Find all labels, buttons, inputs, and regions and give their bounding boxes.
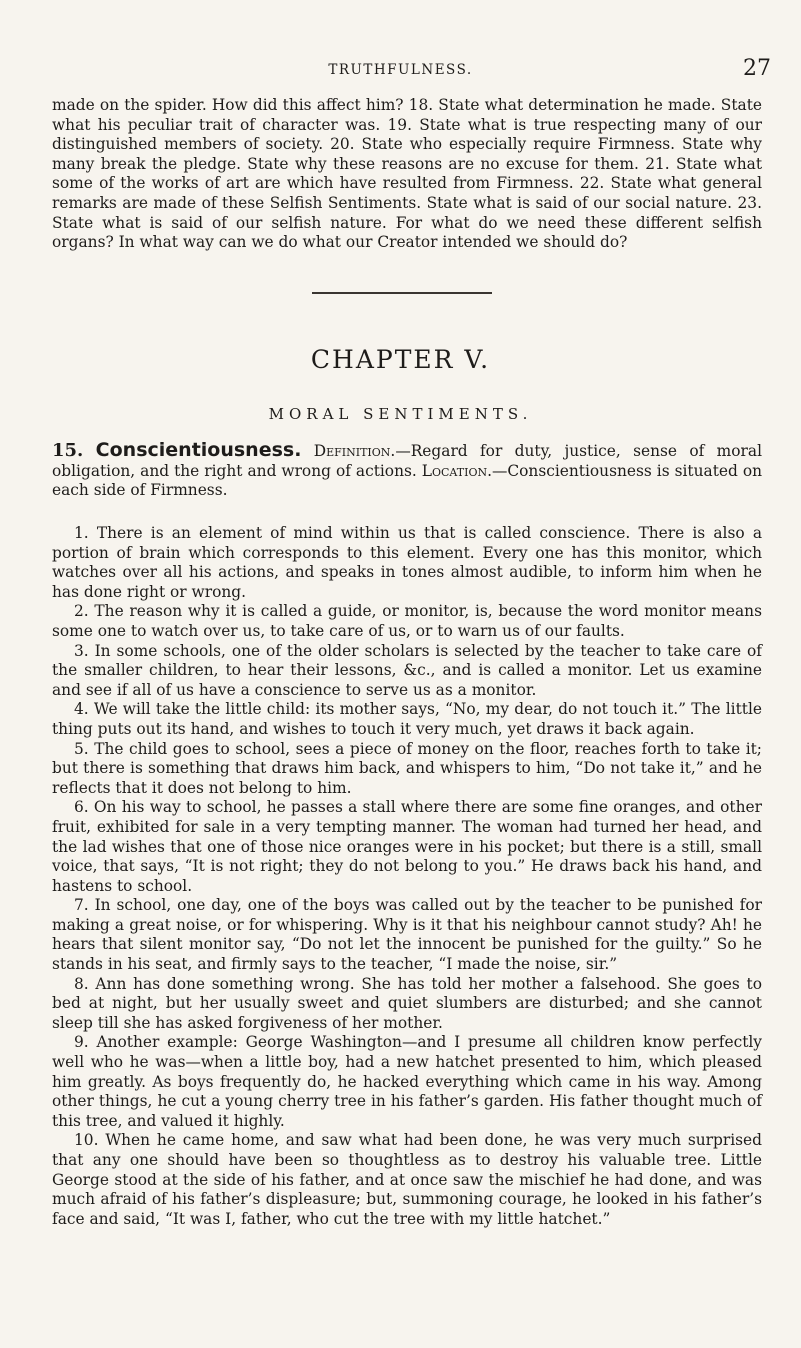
running-head: TRUTHFULNESS.	[328, 62, 473, 78]
intro-paragraph: made on the spider. How did this affect him? 18. State what determination he made. State what his peculiar trait of character was. 19. State what is true respecting many of our distinguished members of society. 20. State who especially require Firmness. State why many break the pledge. State why these reasons are no excuse for them. 21. State what some of the works of art are which have resulted from Firmness. 22. State what general remarks are made of these Selfish Sentiments. State what is said of our social nature. 23. State what is said of our selfish nature. For what do we need these different selfish organs? In what way can we do what our Creator intended we should do?	[52, 96, 762, 252]
paragraph: 8. Ann has done something wrong. She has told her mother a falsehood. She goes to bed at night, but her usually sweet and quiet slumbers are disturbed; and she cannot sleep till she has asked forgiveness of her mother.	[52, 974, 762, 1032]
section-heading: Conscientiousness.	[95, 439, 302, 461]
paragraph: 7. In school, one day, one of the boys was called out by the teacher to be punished for making a great noise, or for whispering. Why is it that his neighbour cannot study? Ah! he hears that silent monitor say, “Do not let the innocent be punished for the guilty.” So he stands in his seat, and firmly says to the teacher, “I made the noise, sir.”	[52, 896, 762, 974]
chapter-subtitle: MORAL SENTIMENTS.	[268, 405, 533, 423]
definition-text: —Regard for duty, justice, sense of moral obligation, and the right and wrong of actions.	[52, 442, 762, 480]
paragraph: 10. When he came home, and saw what had been done, he was very much surprised that any one should have been so thoughtless as to destroy his valuable tree. Little George stood at the side of his father, and at once saw the mischief he had done, and was much afraid of his father’s displeasure; but, summoning courage, he looked in his father’s face and said, “It was I, father, who cut the tree with my little hatchet.”	[52, 1131, 762, 1228]
section-number: 15.	[52, 440, 84, 461]
paragraph: 1. There is an element of mind within us that is called conscience. There is also a portion of brain which corresponds to this element. Every one has this monitor, which watches over all his actions, and speaks in tones almost audible, to inform him when he has done right or wrong.	[52, 524, 762, 601]
location-text: —Conscientiousness is situated on each side of Firmness.	[52, 461, 762, 500]
paragraph: 2. The reason why it is called a guide, or monitor, is, because the word monitor means some one to watch over us, to take care of us, or to warn us of our faults.	[52, 602, 762, 640]
section-lead	[52, 441, 762, 501]
location-label: Location.	[421, 461, 492, 480]
paragraph: 6. On his way to school, he passes a stall where there are some fine oranges, and other fruit, exhibited for sale in a very tempting manner. The woman had turned her head, and the lad wishes that one of those nice oranges were in his pocket; but there is a still, small voice, that says, “It is not right; they do not belong to you.” He draws back his hand, and hastens to school.	[52, 798, 762, 895]
page-number: 27	[743, 56, 771, 81]
paragraph: 4. We will take the little child: its mother says, “No, my dear, do not touch it.” The little thing puts out its hand, and wishes to touch it very much, yet draws it back again.	[52, 700, 762, 738]
divider-rule	[312, 292, 492, 294]
chapter-title: CHAPTER V.	[310, 345, 491, 374]
paragraph: 3. In some schools, one of the older scholars is selected by the teacher to take care of the smaller children, to hear their lessons, &c., and is called a monitor. Let us examine and see if all of us have a conscience to serve us as a monitor.	[52, 641, 762, 699]
paragraph: 9. Another example: George Washington—and I presume all children know perfectly well who he was—when a little boy, had a new hatchet presented to him, which pleased him greatly. As boys frequently do, he hacked everything which came in his way. Among other things, he cut a young cherry tree in his father’s garden. His father thought much of this tree, and valued it highly.	[52, 1033, 762, 1130]
paragraph: 5. The child goes to school, sees a piece of money on the floor, reaches forth to take it; but there is something that draws him back, and whispers to him, “Do not take it,” and he reflects that it does not belong to him.	[52, 739, 762, 797]
body-text	[52, 524, 762, 1229]
definition-label: Definition.	[313, 442, 396, 460]
